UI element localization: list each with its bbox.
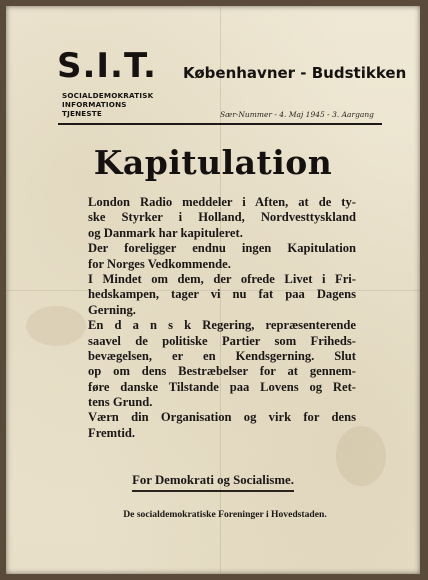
issue-info: Sær-Nummer - 4. Maj 1945 - 3. Aargang (220, 110, 374, 119)
slogan-underline (132, 490, 294, 492)
paper-stain (26, 306, 86, 346)
body-line: op om dens Bestræbelser for at gennem- (88, 364, 356, 379)
body-line: London Radio meddeler i Aften, at de ty- (88, 195, 356, 209)
organization-line: SOCIALDEMOKRATISK (62, 91, 154, 100)
body-line: I Mindet om dem, der ofrede Livet i Fri- (88, 271, 356, 286)
masthead-rule (58, 123, 382, 125)
body-line: Værn din Organisation og virk for dens (88, 410, 356, 425)
body-line: Gerning. (88, 302, 136, 317)
body-line: Der foreligger endnu ingen Kapitulation (88, 241, 356, 256)
body-line: saavel de politiske Partier som Friheds- (88, 333, 356, 348)
footer-signature: De socialdemokratiske Foreninger i Hovedstaden. (123, 509, 327, 520)
body-line: og Danmark har kapituleret. (88, 225, 243, 240)
body-line: føre danske Tilstande paa Lovens og Ret- (88, 379, 356, 394)
sit-logo: S.I.T. (57, 46, 157, 86)
slogan: For Demokrati og Socialisme. (132, 473, 294, 487)
poster-paper (6, 6, 420, 574)
body-line: hedskampen, tager vi nu fat paa Dagens (88, 287, 356, 302)
body-line: Fremtid. (88, 425, 135, 440)
headline: Kapitulation (93, 143, 333, 182)
newspaper-title: Københavner - Budstikken (183, 64, 407, 82)
body-line: tens Grund. (88, 395, 153, 410)
body-text (88, 195, 356, 441)
organization-line: INFORMATIONS (62, 100, 127, 109)
organization-line: TJENESTE (62, 109, 103, 118)
organization-name (62, 91, 153, 118)
body-line: bevægelsen, er en Kendsgerning. Slut (88, 348, 356, 363)
body-line: ske Styrker i Holland, Nordvesttyskland (88, 210, 356, 225)
body-line: for Norges Vedkommende. (88, 256, 231, 271)
body-line: En d a n s k Regering, repræsenterende (88, 318, 356, 333)
